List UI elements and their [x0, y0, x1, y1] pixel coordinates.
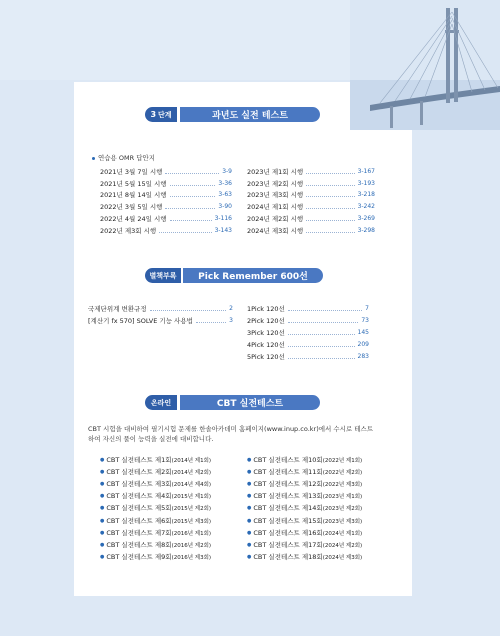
toc-row-label: 2024년 제2회 시행 — [247, 214, 304, 223]
toc-row[interactable] — [88, 316, 233, 325]
dot-leader — [306, 216, 354, 221]
bottom-band — [0, 596, 500, 636]
dot-leader — [306, 169, 354, 174]
bullet-icon: ● — [100, 553, 105, 560]
section-title-online: CBT 실전테스트 — [180, 395, 320, 410]
bullet-icon: ● — [247, 481, 252, 488]
cbt-test-item[interactable] — [247, 479, 362, 489]
cbt-test-session: (2015년 제3회) — [171, 518, 212, 525]
toc-row-page: 7 — [365, 305, 369, 312]
toc-row[interactable] — [247, 202, 375, 211]
cbt-test-session: (2023년 제1회) — [322, 494, 363, 501]
bullet-icon: ● — [100, 517, 105, 524]
toc-row-label: [계산기 fx 570] SOLVE 기능 사용법 — [88, 317, 193, 325]
cbt-test-item[interactable] — [100, 455, 211, 465]
dot-leader — [165, 204, 215, 209]
bullet-icon: ● — [247, 505, 252, 512]
toc-row-page: 3-143 — [214, 226, 232, 234]
cbt-test-label: CBT 실전테스트 제4회 — [106, 492, 172, 501]
toc-row-label: 2022년 4월 24일 시행 — [100, 214, 167, 223]
appendix-tag: 별책부록 — [145, 268, 181, 283]
cbt-test-item[interactable] — [247, 528, 362, 538]
dot-leader — [196, 318, 226, 323]
cbt-test-label: CBT 실전테스트 제17회 — [253, 540, 323, 549]
toc-row-label: 2021년 5월 15일 시행 — [100, 179, 167, 188]
bullet-icon: ● — [100, 481, 105, 488]
dot-leader — [306, 181, 354, 186]
cbt-test-item[interactable] — [247, 503, 362, 513]
dot-leader — [288, 306, 362, 311]
cbt-test-label: CBT 실전테스트 제12회 — [253, 480, 323, 489]
cbt-test-session: (2024년 제3회) — [322, 554, 363, 561]
cbt-test-item[interactable] — [247, 516, 362, 526]
toc-row[interactable] — [100, 179, 232, 188]
toc-row-page: 283 — [357, 353, 369, 360]
toc-row-page: 3-298 — [357, 226, 375, 234]
section-title-step3: 과년도 실전 테스트 — [180, 107, 320, 122]
toc-row-label: 2023년 제3회 시행 — [247, 191, 304, 200]
cbt-test-item[interactable] — [100, 479, 211, 489]
cbt-test-session: (2016년 제3회) — [171, 554, 212, 561]
cbt-test-item[interactable] — [247, 467, 362, 477]
toc-row-label: 2022년 제3회 시행 — [100, 226, 157, 235]
toc-row[interactable] — [247, 167, 375, 176]
bullet-icon: ● — [247, 457, 252, 463]
section-title-appendix: Pick Remember 600선 — [183, 268, 323, 283]
toc-row-page: 209 — [357, 341, 369, 348]
cbt-test-session: (2016년 제2회) — [171, 542, 212, 549]
dot-leader — [288, 318, 359, 323]
cbt-test-session: (2023년 제2회) — [322, 506, 363, 513]
cbt-test-session: (2023년 제3회) — [322, 518, 363, 525]
cbt-test-label: CBT 실전테스트 제7회 — [106, 528, 172, 537]
toc-row-label: 2024년 제3회 시행 — [247, 226, 304, 235]
bullet-icon: ● — [247, 541, 252, 548]
cbt-test-item[interactable] — [100, 528, 211, 538]
omr-label: 연습용 OMR 답안지 — [92, 153, 155, 162]
toc-row-page: 3-242 — [357, 203, 375, 211]
bullet-icon: ● — [247, 529, 252, 536]
dot-leader — [306, 204, 354, 209]
cbt-test-session: (2016년 제1회) — [171, 530, 212, 537]
cbt-test-session: (2015년 제2회) — [171, 506, 212, 513]
online-tag: 온라인 — [145, 395, 177, 410]
cbt-test-item[interactable] — [247, 491, 362, 501]
toc-row-page: 2 — [229, 305, 233, 312]
toc-row-page: 3-193 — [357, 179, 375, 187]
toc-row-page: 3-36 — [218, 179, 232, 187]
online-note: CBT 시험을 대비하여 필기시험 문제를 한솔아카데미 홈페이지(www.inup.co.kr)에서 수시로 테스트하여 자신의 풀이 능력을 실전에 대비합니다. — [88, 425, 374, 443]
dot-leader — [288, 342, 355, 347]
toc-row-page: 3-218 — [357, 191, 375, 199]
toc-row[interactable] — [247, 226, 375, 235]
cbt-test-item[interactable] — [247, 540, 362, 550]
bullet-icon: ● — [100, 529, 105, 536]
toc-row-label: 1Pick 120선 — [247, 305, 285, 313]
dot-leader — [170, 216, 212, 221]
toc-row-label: 3Pick 120선 — [247, 329, 285, 337]
bridge-illustration — [350, 0, 500, 130]
cbt-test-label: CBT 실전테스트 제15회 — [253, 516, 323, 525]
toc-row-page: 3-116 — [214, 214, 232, 222]
toc-row-page: 3 — [229, 317, 233, 324]
dot-leader — [288, 354, 355, 359]
toc-row[interactable] — [247, 190, 375, 199]
toc-row-page: 3-63 — [218, 191, 232, 199]
toc-row[interactable] — [247, 214, 375, 223]
cbt-test-label: CBT 실전테스트 제6회 — [106, 516, 172, 525]
cbt-test-label: CBT 실전테스트 제9회 — [106, 552, 172, 561]
toc-row[interactable] — [247, 328, 369, 337]
step-badge — [145, 107, 177, 122]
dot-leader — [159, 228, 211, 233]
toc-row-page: 3-90 — [218, 203, 232, 211]
toc-row[interactable] — [100, 167, 232, 176]
cbt-test-session: (2014년 제4회) — [171, 482, 212, 489]
toc-row[interactable] — [100, 226, 232, 235]
bullet-icon: ● — [247, 553, 252, 560]
dot-leader — [306, 228, 354, 233]
toc-row-label: 2023년 제2회 시행 — [247, 179, 304, 188]
toc-row-label: 5Pick 120선 — [247, 353, 285, 361]
step-unit: 단계 — [158, 110, 172, 119]
cbt-test-label: CBT 실전테스트 제1회 — [106, 456, 172, 464]
cbt-test-item[interactable] — [100, 540, 211, 550]
cbt-test-item[interactable] — [100, 516, 211, 526]
cbt-test-label: CBT 실전테스트 제14회 — [253, 504, 323, 513]
toc-row[interactable] — [247, 316, 369, 325]
toc-row[interactable] — [100, 214, 232, 223]
toc-row-label: 2Pick 120선 — [247, 317, 285, 325]
toc-row[interactable] — [100, 202, 232, 211]
bullet-icon: ● — [100, 469, 105, 476]
bullet-icon: ● — [100, 541, 105, 548]
step-number: 3 — [150, 110, 157, 119]
toc-row-page: 3-269 — [357, 214, 375, 222]
toc-row[interactable] — [247, 352, 369, 361]
dot-leader — [170, 181, 216, 186]
bullet-icon: ● — [100, 457, 105, 463]
cbt-test-item[interactable] — [100, 467, 211, 477]
cbt-test-item[interactable] — [100, 552, 211, 562]
bullet-icon: ● — [100, 505, 105, 512]
toc-row-page: 3-167 — [357, 168, 375, 175]
toc-row-label: 2023년 제1회 시행 — [247, 168, 304, 176]
toc-row-label: 2021년 3월 7일 시행 — [100, 168, 163, 176]
toc-row[interactable] — [88, 304, 233, 313]
dot-leader — [150, 306, 227, 311]
cbt-test-label: CBT 실전테스트 제16회 — [253, 528, 323, 537]
cbt-test-label: CBT 실전테스트 제3회 — [106, 480, 172, 489]
cbt-test-label: CBT 실전테스트 제10회 — [253, 456, 323, 464]
cbt-test-label: CBT 실전테스트 제8회 — [106, 540, 172, 549]
bullet-icon: ● — [247, 517, 252, 524]
cbt-test-session: (2022년 제2회) — [322, 470, 363, 477]
toc-row-page: 73 — [361, 317, 369, 324]
toc-row-label: 2024년 제1회 시행 — [247, 203, 304, 212]
cbt-test-session: (2014년 제1회) — [171, 458, 212, 464]
cbt-test-session: (2022년 제1회) — [322, 458, 363, 464]
dot-leader — [288, 330, 355, 335]
cbt-test-label: CBT 실전테스트 제5회 — [106, 504, 172, 513]
cbt-test-item[interactable] — [247, 552, 362, 562]
toc-row-label: 2021년 8월 14일 시행 — [100, 191, 167, 200]
toc-row-page: 145 — [357, 329, 369, 336]
dot-leader — [170, 192, 216, 197]
cbt-test-session: (2024년 제1회) — [322, 530, 363, 537]
cbt-test-item[interactable] — [247, 455, 362, 465]
toc-row-label: 4Pick 120선 — [247, 341, 285, 349]
cbt-test-label: CBT 실전테스트 제2회 — [106, 468, 172, 477]
toc-row[interactable] — [100, 190, 232, 199]
dot-leader — [165, 169, 219, 174]
bullet-icon: ● — [247, 493, 252, 500]
cbt-test-session: (2015년 제1회) — [171, 494, 212, 501]
cbt-test-session: (2014년 제2회) — [171, 470, 212, 477]
cbt-test-session: (2024년 제2회) — [322, 542, 363, 549]
cbt-test-item[interactable] — [100, 503, 211, 513]
bullet-icon: ● — [100, 493, 105, 500]
toc-row-label: 국제단위계 변환규정 — [88, 305, 147, 313]
cbt-test-label: CBT 실전테스트 제11회 — [253, 468, 323, 477]
dot-leader — [306, 192, 354, 197]
cbt-test-label: CBT 실전테스트 제18회 — [253, 552, 323, 561]
toc-row-page: 3-9 — [222, 168, 232, 175]
toc-row[interactable] — [247, 304, 369, 313]
toc-row[interactable] — [247, 340, 369, 349]
toc-row[interactable] — [247, 179, 375, 188]
toc-row-label: 2022년 3월 5일 시행 — [100, 203, 163, 212]
cbt-test-item[interactable] — [100, 491, 211, 501]
bullet-icon: ● — [247, 469, 252, 476]
cbt-test-session: (2022년 제3회) — [322, 482, 363, 489]
cbt-test-label: CBT 실전테스트 제13회 — [253, 492, 323, 501]
